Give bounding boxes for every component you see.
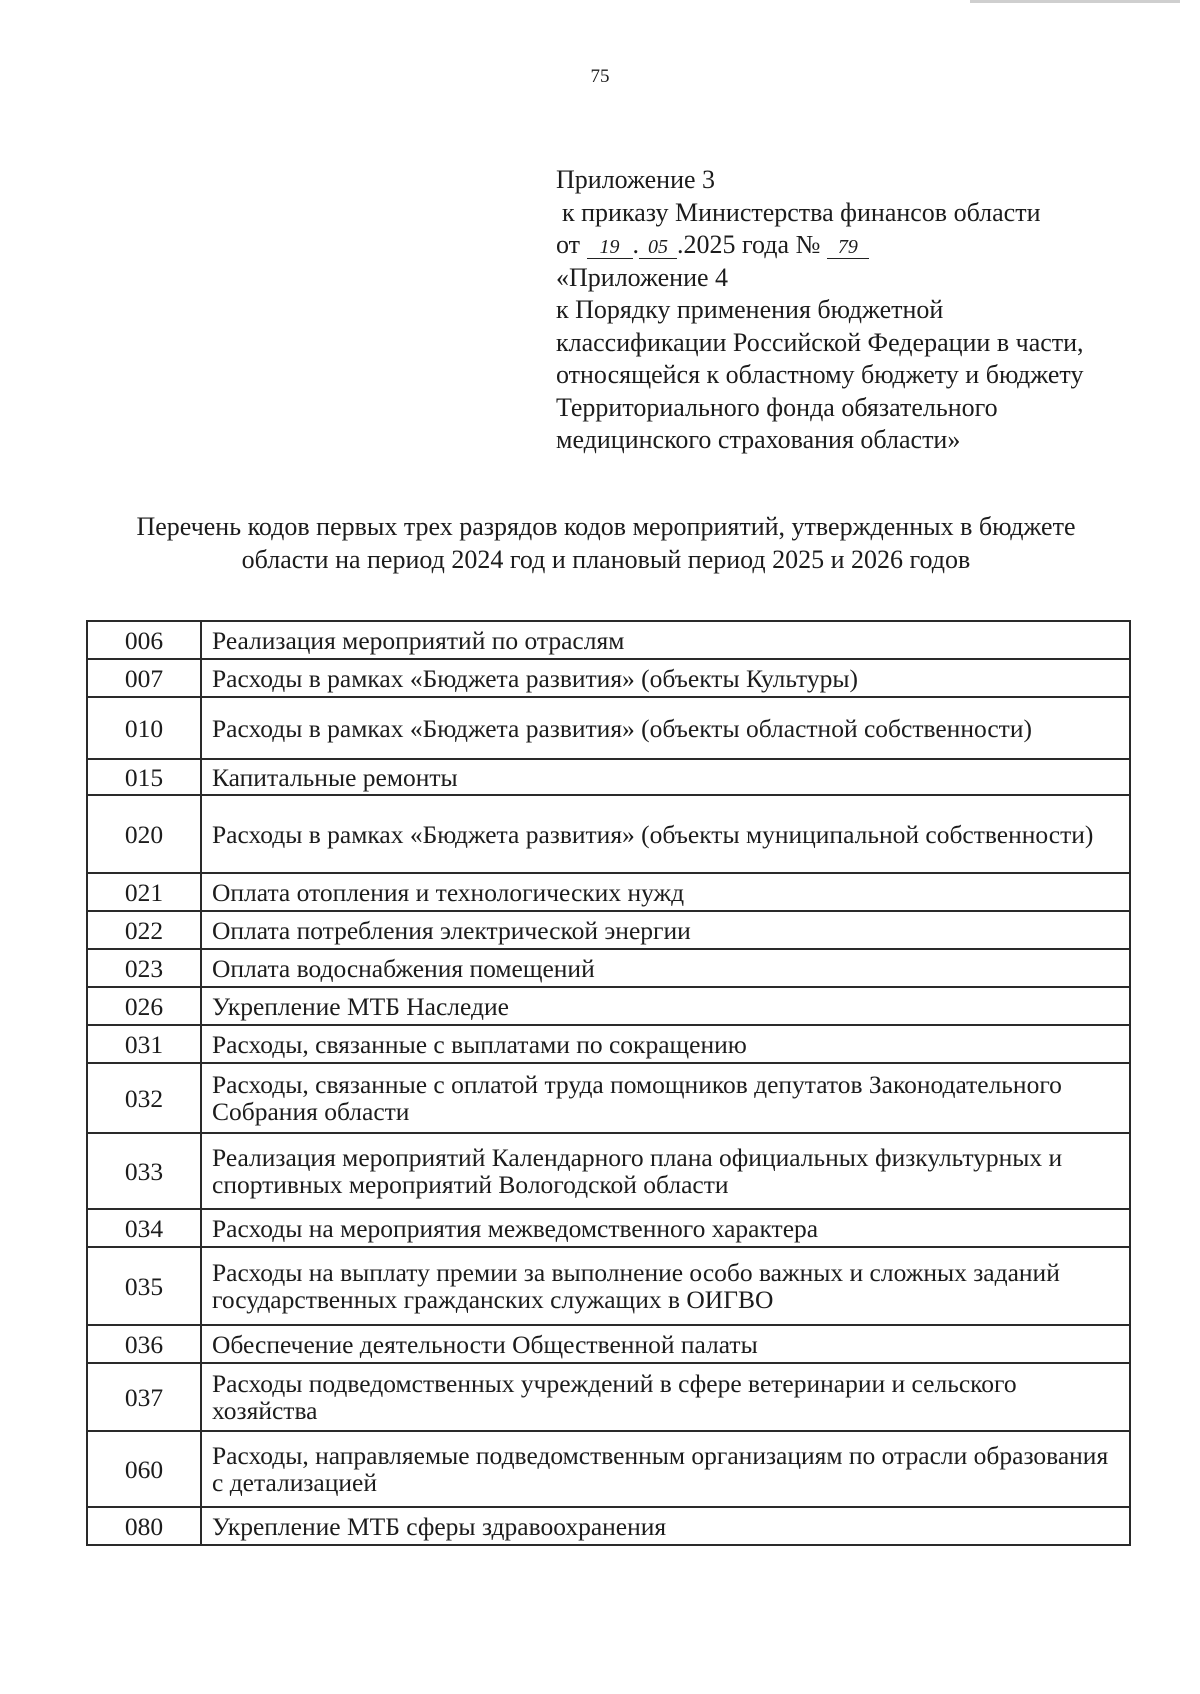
table-row	[87, 759, 1130, 795]
code-cell: 023	[87, 949, 201, 987]
description-cell: Расходы в рамках «Бюджета развития» (объекты муниципальной собственности)	[201, 795, 1130, 873]
date-day: 19	[587, 236, 633, 259]
appendix-line-6: классификации Российской Федерации в части,	[556, 327, 1084, 357]
appendix-date-line: от 19 . 05 .2025 года № 79	[556, 229, 1176, 262]
description-cell: Обеспечение деятельности Общественной палаты	[201, 1325, 1130, 1363]
code-cell: 020	[87, 795, 201, 873]
code-cell: 015	[87, 759, 201, 795]
description-cell: Укрепление МТБ Наследие	[201, 987, 1130, 1025]
scan-artifact	[970, 0, 1180, 3]
appendix-header	[556, 164, 1176, 457]
table-row	[87, 1431, 1130, 1507]
order-number: 79	[827, 236, 869, 259]
date-month: 05	[639, 236, 677, 259]
appendix-line-4: «Приложение 4	[556, 262, 729, 292]
table-row	[87, 1363, 1130, 1431]
appendix-line-2: к приказу Министерства финансов области	[562, 197, 1041, 227]
table-row	[87, 1507, 1130, 1545]
description-cell: Расходы на выплату премии за выполнение особо важных и сложных заданий государственных гражданских служащих в ОИГВО	[201, 1247, 1130, 1325]
code-cell: 037	[87, 1363, 201, 1431]
description-cell: Реализация мероприятий по отраслям	[201, 621, 1130, 659]
appendix-line-5: к Порядку применения бюджетной	[556, 295, 944, 324]
description-cell: Оплата водоснабжения помещений	[201, 949, 1130, 987]
code-cell: 007	[87, 659, 201, 697]
description-cell: Расходы, связанные с выплатами по сокращению	[201, 1025, 1130, 1063]
table-row	[87, 911, 1130, 949]
appendix-line-9: медицинского страхования области»	[556, 425, 961, 454]
description-cell: Оплата потребления электрической энергии	[201, 911, 1130, 949]
code-cell: 022	[87, 911, 201, 949]
code-cell: 031	[87, 1025, 201, 1063]
table-row	[87, 659, 1130, 697]
code-cell: 032	[87, 1063, 201, 1133]
description-cell: Укрепление МТБ сферы здравоохранения	[201, 1507, 1130, 1545]
table-row	[87, 873, 1130, 911]
description-cell: Расходы в рамках «Бюджета развития» (объекты Культуры)	[201, 659, 1130, 697]
code-cell: 034	[87, 1209, 201, 1247]
code-cell: 080	[87, 1507, 201, 1545]
description-cell: Расходы, связанные с оплатой труда помощников депутатов Законодательного Собрания области	[201, 1063, 1130, 1133]
description-cell: Реализация мероприятий Календарного плана официальных физкультурных и спортивных мероприятий Вологодской области	[201, 1133, 1130, 1209]
table-row	[87, 1247, 1130, 1325]
code-cell: 026	[87, 987, 201, 1025]
table-row	[87, 1025, 1130, 1063]
appendix-line-7: относящейся к областному бюджету и бюджету	[556, 360, 1084, 389]
date-year: .2025 года №	[677, 230, 821, 259]
date-prefix: от	[556, 230, 581, 259]
code-cell: 021	[87, 873, 201, 911]
description-cell: Расходы подведомственных учреждений в сфере ветеринарии и сельского хозяйства	[201, 1363, 1130, 1431]
description-cell: Расходы в рамках «Бюджета развития» (объекты областной собственности)	[201, 697, 1130, 759]
code-cell: 060	[87, 1431, 201, 1507]
table-row	[87, 795, 1130, 873]
table-row	[87, 1063, 1130, 1133]
table-row	[87, 621, 1130, 659]
description-cell: Капитальные ремонты	[201, 759, 1130, 795]
table-row	[87, 949, 1130, 987]
title-line-2: области на период 2024 год и плановый период 2025 и 2026 годов	[241, 545, 971, 574]
code-cell: 033	[87, 1133, 201, 1209]
codes-table	[86, 620, 1131, 1546]
description-cell: Оплата отопления и технологических нужд	[201, 873, 1130, 911]
code-cell: 036	[87, 1325, 201, 1363]
document-title	[86, 510, 1126, 576]
table-row	[87, 697, 1130, 759]
description-cell: Расходы на мероприятия межведомственного характера	[201, 1209, 1130, 1247]
description-cell: Расходы, направляемые подведомственным организациям по отрасли образования с детализацией	[201, 1431, 1130, 1507]
code-cell: 006	[87, 621, 201, 659]
title-line-1: Перечень кодов первых трех разрядов кодов мероприятий, утвержденных в бюджете	[136, 512, 1076, 541]
table-row	[87, 1133, 1130, 1209]
code-cell: 035	[87, 1247, 201, 1325]
appendix-line-1: Приложение 3	[556, 165, 716, 194]
appendix-line-8: Территориального фонда обязательного	[556, 392, 998, 422]
table-row	[87, 987, 1130, 1025]
page-number: 75	[590, 66, 610, 87]
table-row	[87, 1209, 1130, 1247]
table-row	[87, 1325, 1130, 1363]
code-cell: 010	[87, 697, 201, 759]
